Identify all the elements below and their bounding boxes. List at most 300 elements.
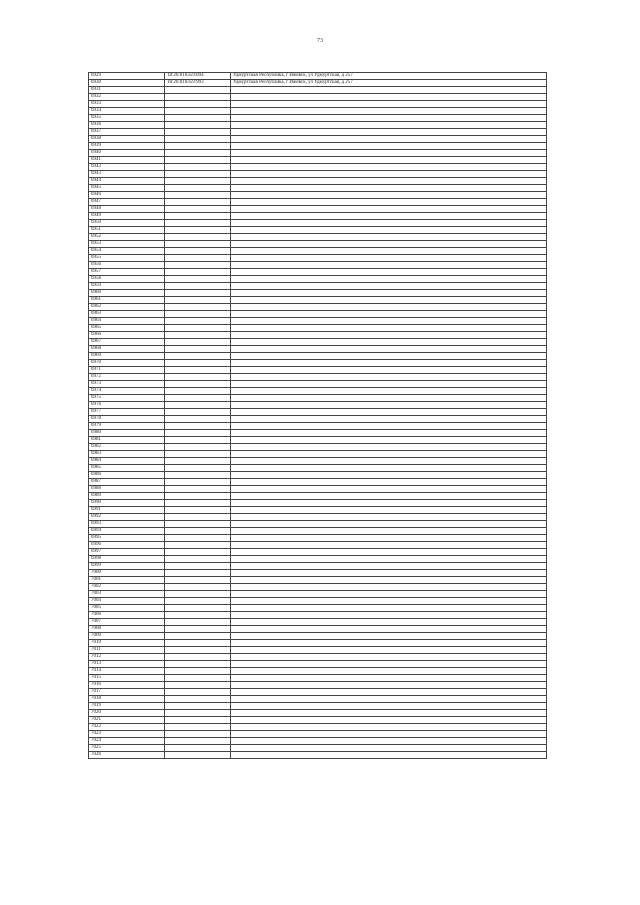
row-number-cell: 6978: [89, 416, 165, 423]
cadastral-number-cell: [165, 297, 231, 304]
cadastral-number-cell: [165, 598, 231, 605]
address-cell: [231, 220, 547, 227]
table-row: [89, 171, 547, 178]
cadastral-number-cell: [165, 262, 231, 269]
row-number-cell: 6939: [89, 143, 165, 150]
address-cell: [231, 108, 547, 115]
table-row: [89, 395, 547, 402]
row-number-cell: 6943: [89, 171, 165, 178]
address-cell: [231, 283, 547, 290]
row-number-cell: 6946: [89, 192, 165, 199]
row-number-cell: 7021: [89, 717, 165, 724]
row-number-cell: 6965: [89, 325, 165, 332]
address-cell: [231, 738, 547, 745]
row-number-cell: 6958: [89, 276, 165, 283]
table-row: [89, 619, 547, 626]
cadastral-number-cell: [165, 269, 231, 276]
cadastral-number-cell: [165, 654, 231, 661]
table-row: [89, 381, 547, 388]
row-number-cell: 6995: [89, 535, 165, 542]
cadastral-number-cell: [165, 612, 231, 619]
row-number-cell: 6954: [89, 248, 165, 255]
address-cell: [231, 164, 547, 171]
row-number-cell: 7010: [89, 640, 165, 647]
table-row: [89, 654, 547, 661]
row-number-cell: 7022: [89, 724, 165, 731]
table-row: [89, 325, 547, 332]
row-number-cell: 6986: [89, 472, 165, 479]
cadastral-number-cell: [165, 171, 231, 178]
address-cell: [231, 241, 547, 248]
table-row: [89, 535, 547, 542]
cadastral-number-cell: [165, 493, 231, 500]
row-number-cell: 6930: [89, 80, 165, 87]
table-row: [89, 521, 547, 528]
address-cell: [231, 500, 547, 507]
address-cell: [231, 87, 547, 94]
table-row: [89, 206, 547, 213]
table-row: [89, 94, 547, 101]
cadastral-number-cell: [165, 283, 231, 290]
address-cell: [231, 374, 547, 381]
address-cell: [231, 311, 547, 318]
table-row: [89, 143, 547, 150]
address-cell: [231, 668, 547, 675]
cadastral-number-cell: [165, 255, 231, 262]
page-number: 73: [317, 38, 323, 44]
cadastral-number-cell: [165, 206, 231, 213]
table-row: [89, 542, 547, 549]
address-cell: [231, 633, 547, 640]
row-number-cell: 6985: [89, 465, 165, 472]
table-row: [89, 584, 547, 591]
table-row: [89, 388, 547, 395]
row-number-cell: 6996: [89, 542, 165, 549]
address-cell: [231, 689, 547, 696]
table-row: [89, 360, 547, 367]
address-cell: [231, 703, 547, 710]
table-row: [89, 185, 547, 192]
address-cell: [231, 332, 547, 339]
cadastral-number-cell: [165, 549, 231, 556]
cadastral-number-cell: [165, 129, 231, 136]
row-number-cell: 6936: [89, 122, 165, 129]
cadastral-number-cell: [165, 738, 231, 745]
address-cell: [231, 122, 547, 129]
cadastral-number-cell: [165, 409, 231, 416]
cadastral-number-cell: [165, 416, 231, 423]
address-cell: [231, 535, 547, 542]
table-row: [89, 493, 547, 500]
cadastral-number-cell: [165, 451, 231, 458]
address-cell: Удмуртская Республика, г Ижевск, ул Удмуртская, д 257: [231, 80, 547, 87]
row-number-cell: 7023: [89, 731, 165, 738]
table-row: [89, 731, 547, 738]
address-cell: [231, 360, 547, 367]
table-row: [89, 556, 547, 563]
address-cell: [231, 556, 547, 563]
address-cell: [231, 731, 547, 738]
address-cell: [231, 367, 547, 374]
table-row: [89, 430, 547, 437]
address-cell: [231, 353, 547, 360]
cadastral-number-cell: [165, 108, 231, 115]
address-cell: [231, 619, 547, 626]
table-row: [89, 451, 547, 458]
table-row: [89, 276, 547, 283]
table-row: [89, 675, 547, 682]
cadastral-number-cell: [165, 647, 231, 654]
address-cell: [231, 430, 547, 437]
row-number-cell: 6929: [89, 73, 165, 80]
address-cell: Удмуртская Республика, г Ижевск, ул Удмуртская, д 257: [231, 73, 547, 80]
table-row: [89, 633, 547, 640]
table-row: [89, 465, 547, 472]
row-number-cell: 6951: [89, 227, 165, 234]
cadastral-number-cell: [165, 101, 231, 108]
row-number-cell: 6975: [89, 395, 165, 402]
address-cell: [231, 612, 547, 619]
address-cell: [231, 640, 547, 647]
row-number-cell: 6991: [89, 507, 165, 514]
row-number-cell: 7012: [89, 654, 165, 661]
cadastral-number-cell: [165, 500, 231, 507]
row-number-cell: 7017: [89, 689, 165, 696]
row-number-cell: 7000: [89, 570, 165, 577]
table-row: [89, 227, 547, 234]
table-row: [89, 136, 547, 143]
row-number-cell: 7009: [89, 633, 165, 640]
cadastral-number-cell: [165, 346, 231, 353]
row-number-cell: 6935: [89, 115, 165, 122]
row-number-cell: 6941: [89, 157, 165, 164]
table-row: [89, 262, 547, 269]
table-row: [89, 248, 547, 255]
address-cell: [231, 262, 547, 269]
address-cell: [231, 717, 547, 724]
cadastral-number-cell: [165, 332, 231, 339]
row-number-cell: 7005: [89, 605, 165, 612]
address-cell: [231, 654, 547, 661]
address-cell: [231, 178, 547, 185]
table-row: [89, 178, 547, 185]
cadastral-number-cell: [165, 472, 231, 479]
cadastral-number-cell: [165, 325, 231, 332]
address-cell: [231, 507, 547, 514]
table-row: [89, 115, 547, 122]
cadastral-number-cell: [165, 318, 231, 325]
table-row: [89, 437, 547, 444]
address-cell: [231, 199, 547, 206]
address-cell: [231, 563, 547, 570]
table-row: [89, 486, 547, 493]
address-cell: [231, 297, 547, 304]
cadastral-number-cell: [165, 696, 231, 703]
table-row: [89, 73, 547, 80]
table-row: [89, 220, 547, 227]
row-number-cell: 6966: [89, 332, 165, 339]
cadastral-number-cell: [165, 395, 231, 402]
address-cell: [231, 409, 547, 416]
table-row: [89, 192, 547, 199]
address-cell: [231, 549, 547, 556]
row-number-cell: 6945: [89, 185, 165, 192]
address-cell: [231, 451, 547, 458]
table-row: [89, 297, 547, 304]
table-row: [89, 367, 547, 374]
table-row: [89, 745, 547, 752]
cadastral-number-cell: [165, 703, 231, 710]
cadastral-number-cell: [165, 577, 231, 584]
address-cell: [231, 416, 547, 423]
table-row: [89, 290, 547, 297]
cadastral-number-cell: [165, 633, 231, 640]
address-cell: [231, 528, 547, 535]
address-cell: [231, 542, 547, 549]
row-number-cell: 7014: [89, 668, 165, 675]
cadastral-number-cell: [165, 528, 231, 535]
row-number-cell: 7015: [89, 675, 165, 682]
address-cell: [231, 710, 547, 717]
row-number-cell: 6944: [89, 178, 165, 185]
address-cell: [231, 115, 547, 122]
table-row: [89, 164, 547, 171]
address-cell: [231, 143, 547, 150]
address-cell: [231, 752, 547, 759]
cadastral-number-cell: [165, 444, 231, 451]
table-row: [89, 353, 547, 360]
address-cell: [231, 325, 547, 332]
cadastral-number-cell: [165, 423, 231, 430]
table-row: [89, 738, 547, 745]
cadastral-number-cell: [165, 605, 231, 612]
cadastral-number-cell: [165, 185, 231, 192]
row-number-cell: 6981: [89, 437, 165, 444]
address-cell: [231, 521, 547, 528]
cadastral-number-cell: [165, 150, 231, 157]
address-cell: [231, 136, 547, 143]
cadastral-number-cell: [165, 626, 231, 633]
cadastral-number-cell: 18:26:010359:894: [165, 73, 231, 80]
row-number-cell: 7020: [89, 710, 165, 717]
table-row: [89, 507, 547, 514]
table-row: [89, 591, 547, 598]
table-row: [89, 122, 547, 129]
row-number-cell: 6990: [89, 500, 165, 507]
row-number-cell: 7026: [89, 752, 165, 759]
row-number-cell: 6937: [89, 129, 165, 136]
cadastral-number-cell: [165, 591, 231, 598]
address-cell: [231, 402, 547, 409]
row-number-cell: 6999: [89, 563, 165, 570]
cadastral-number-cell: [165, 430, 231, 437]
row-number-cell: 6984: [89, 458, 165, 465]
table-row: [89, 318, 547, 325]
cadastral-number-cell: [165, 584, 231, 591]
address-cell: [231, 234, 547, 241]
address-cell: [231, 304, 547, 311]
table-row: [89, 339, 547, 346]
row-number-cell: 6932: [89, 94, 165, 101]
row-number-cell: 7019: [89, 703, 165, 710]
row-number-cell: 6953: [89, 241, 165, 248]
row-number-cell: 6942: [89, 164, 165, 171]
address-cell: [231, 661, 547, 668]
table-row: [89, 87, 547, 94]
row-number-cell: 7013: [89, 661, 165, 668]
address-cell: [231, 465, 547, 472]
address-cell: [231, 192, 547, 199]
row-number-cell: 6934: [89, 108, 165, 115]
address-cell: [231, 626, 547, 633]
address-cell: [231, 157, 547, 164]
row-number-cell: 7011: [89, 647, 165, 654]
address-cell: [231, 682, 547, 689]
cadastral-number-cell: [165, 220, 231, 227]
row-number-cell: 7002: [89, 584, 165, 591]
address-cell: [231, 584, 547, 591]
cadastral-number-cell: [165, 227, 231, 234]
cadastral-number-cell: [165, 458, 231, 465]
cadastral-number-cell: [165, 521, 231, 528]
row-number-cell: 7024: [89, 738, 165, 745]
address-cell: [231, 255, 547, 262]
address-cell: [231, 675, 547, 682]
row-number-cell: 7003: [89, 591, 165, 598]
address-cell: [231, 647, 547, 654]
row-number-cell: 7016: [89, 682, 165, 689]
cadastral-number-cell: [165, 486, 231, 493]
address-cell: [231, 395, 547, 402]
row-number-cell: 7018: [89, 696, 165, 703]
address-register-table: [88, 72, 547, 759]
table-row: [89, 472, 547, 479]
row-number-cell: 6949: [89, 213, 165, 220]
row-number-cell: 6992: [89, 514, 165, 521]
row-number-cell: 7001: [89, 577, 165, 584]
cadastral-number-cell: [165, 668, 231, 675]
row-number-cell: 6950: [89, 220, 165, 227]
cadastral-number-cell: [165, 682, 231, 689]
address-cell: [231, 213, 547, 220]
row-number-cell: 6959: [89, 283, 165, 290]
address-cell: [231, 185, 547, 192]
table-row: [89, 213, 547, 220]
row-number-cell: 6973: [89, 381, 165, 388]
cadastral-number-cell: [165, 388, 231, 395]
table-row: [89, 689, 547, 696]
address-cell: [231, 227, 547, 234]
address-cell: [231, 514, 547, 521]
cadastral-number-cell: [165, 213, 231, 220]
table-row: [89, 269, 547, 276]
cadastral-number-cell: [165, 353, 231, 360]
table-row: [89, 696, 547, 703]
table-row: [89, 577, 547, 584]
cadastral-number-cell: [165, 724, 231, 731]
address-cell: [231, 444, 547, 451]
table-row: [89, 199, 547, 206]
cadastral-number-cell: [165, 465, 231, 472]
cadastral-number-cell: [165, 248, 231, 255]
cadastral-number-cell: [165, 164, 231, 171]
cadastral-number-cell: [165, 535, 231, 542]
cadastral-number-cell: [165, 367, 231, 374]
cadastral-number-cell: [165, 234, 231, 241]
table-row: [89, 549, 547, 556]
row-number-cell: 7008: [89, 626, 165, 633]
row-number-cell: 7007: [89, 619, 165, 626]
table-row: [89, 458, 547, 465]
cadastral-number-cell: [165, 304, 231, 311]
address-cell: [231, 276, 547, 283]
cadastral-number-cell: [165, 661, 231, 668]
address-cell: [231, 94, 547, 101]
table-row: [89, 514, 547, 521]
address-cell: [231, 486, 547, 493]
table-row: [89, 255, 547, 262]
row-number-cell: 6964: [89, 318, 165, 325]
table-row: [89, 612, 547, 619]
address-cell: [231, 598, 547, 605]
cadastral-number-cell: [165, 752, 231, 759]
cadastral-number-cell: [165, 192, 231, 199]
cadastral-number-cell: [165, 374, 231, 381]
table-row: [89, 423, 547, 430]
cadastral-number-cell: [165, 381, 231, 388]
cadastral-number-cell: [165, 542, 231, 549]
cadastral-number-cell: [165, 241, 231, 248]
cadastral-number-cell: [165, 339, 231, 346]
address-cell: [231, 269, 547, 276]
address-cell: [231, 745, 547, 752]
row-number-cell: 6940: [89, 150, 165, 157]
cadastral-number-cell: [165, 122, 231, 129]
cadastral-number-cell: [165, 178, 231, 185]
row-number-cell: 6968: [89, 346, 165, 353]
row-number-cell: 6957: [89, 269, 165, 276]
table-row: [89, 640, 547, 647]
row-number-cell: 6931: [89, 87, 165, 94]
cadastral-number-cell: [165, 402, 231, 409]
table-row: [89, 101, 547, 108]
table-row: [89, 332, 547, 339]
row-number-cell: 6977: [89, 409, 165, 416]
table-row: [89, 682, 547, 689]
row-number-cell: 6976: [89, 402, 165, 409]
row-number-cell: 6988: [89, 486, 165, 493]
cadastral-number-cell: [165, 745, 231, 752]
table-row: [89, 80, 547, 87]
row-number-cell: 6993: [89, 521, 165, 528]
cadastral-number-cell: [165, 136, 231, 143]
cadastral-number-cell: [165, 311, 231, 318]
cadastral-number-cell: [165, 640, 231, 647]
table-row: [89, 129, 547, 136]
row-number-cell: 6994: [89, 528, 165, 535]
table-row: [89, 157, 547, 164]
table-row: [89, 598, 547, 605]
cadastral-number-cell: [165, 717, 231, 724]
table-row: [89, 234, 547, 241]
address-cell: [231, 101, 547, 108]
address-cell: [231, 423, 547, 430]
row-number-cell: 6997: [89, 549, 165, 556]
row-number-cell: 6962: [89, 304, 165, 311]
row-number-cell: 6956: [89, 262, 165, 269]
cadastral-number-cell: [165, 479, 231, 486]
address-cell: [231, 346, 547, 353]
